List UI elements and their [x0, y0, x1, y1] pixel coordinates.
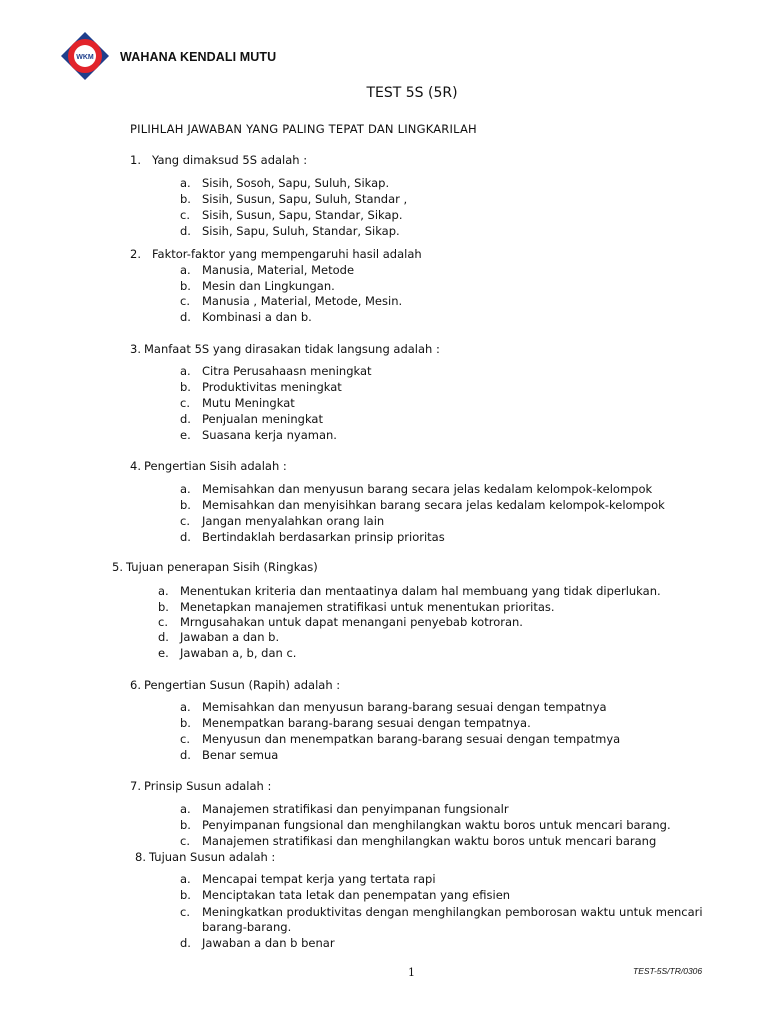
option-letter: d.: [180, 530, 191, 544]
option-5-2: [158, 600, 555, 614]
option-text: Mrngusahakan untuk dapat menangani penyebab kotroran.: [180, 615, 523, 629]
option-5-4: [158, 630, 279, 644]
option-4-4: [180, 530, 445, 544]
option-text: Sisih, Sapu, Suluh, Standar, Sikap.: [202, 224, 400, 238]
option-text: Jawaban a, b, dan c.: [180, 646, 297, 660]
question-number: 1.: [130, 153, 141, 167]
company-logo: [60, 31, 110, 81]
option-letter: b.: [180, 716, 191, 730]
option-letter: c.: [180, 905, 190, 919]
option-6-1: [180, 700, 607, 714]
question-number: 6.: [130, 678, 141, 692]
option-text: Mencapai tempat kerja yang tertata rapi: [202, 872, 436, 886]
option-7-2: [180, 818, 671, 832]
option-text: Memisahkan dan menyisihkan barang secara jelas kedalam kelompok-kelompok: [202, 498, 665, 512]
option-letter: d.: [180, 748, 191, 762]
option-letter: b.: [180, 192, 191, 206]
option-text: Penjualan meningkat: [202, 412, 323, 426]
option-text: Menempatkan barang-barang sesuai dengan tempatnya.: [202, 716, 531, 730]
option-text: Kombinasi a dan b.: [202, 310, 312, 324]
question-text: Pengertian Sisih adalah :: [144, 459, 287, 473]
option-text: Manajemen stratifikasi dan menghilangkan waktu boros untuk mencari barang: [202, 834, 657, 848]
option-letter: b.: [180, 498, 191, 512]
instruction-text: PILIHLAH JAWABAN YANG PALING TEPAT DAN LINGKARILAH: [130, 122, 477, 136]
option-6-2: [180, 716, 531, 730]
option-text: Mesin dan Lingkungan.: [202, 279, 335, 293]
option-letter: e.: [180, 428, 191, 442]
option-letter: a.: [180, 482, 191, 496]
option-text: Jangan menyalahkan orang lain: [202, 514, 385, 528]
question-text: Faktor-faktor yang mempengaruhi hasil adalah: [152, 247, 422, 261]
option-1-2: [180, 192, 407, 206]
option-letter: b.: [158, 600, 169, 614]
option-letter: a.: [180, 364, 191, 378]
option-letter: d.: [158, 630, 169, 644]
option-text: Menciptakan tata letak dan penempatan yang efisien: [202, 888, 511, 902]
option-5-1: [158, 584, 661, 598]
option-text: Manusia, Material, Metode: [202, 263, 355, 277]
option-text: Memisahkan dan menyusun barang-barang sesuai dengan tempatnya: [202, 700, 607, 714]
option-text: Mutu Meningkat: [202, 396, 295, 410]
question-text: Tujuan Susun adalah :: [149, 850, 276, 864]
question-number: 3.: [130, 342, 141, 356]
option-letter: c.: [180, 396, 190, 410]
question-number: 7.: [130, 779, 141, 793]
option-3-3: [180, 396, 295, 410]
option-2-3: [180, 294, 402, 308]
option-letter: b.: [180, 818, 191, 832]
option-letter: a.: [180, 872, 191, 886]
option-letter: c.: [180, 208, 190, 222]
option-letter: e.: [158, 646, 169, 660]
question-text: Yang dimaksud 5S adalah :: [152, 153, 308, 167]
option-letter: c.: [180, 732, 190, 746]
question-number: 2.: [130, 247, 141, 261]
question-1: [130, 153, 307, 167]
option-7-1: [180, 802, 509, 816]
option-4-2: [180, 498, 665, 512]
option-text: Jawaban a dan b benar: [202, 936, 335, 950]
option-text: Suasana kerja nyaman.: [202, 428, 337, 442]
question-text: Pengertian Susun (Rapih) adalah :: [144, 678, 341, 692]
option-letter: c.: [180, 294, 190, 308]
option-2-4: [180, 310, 312, 324]
option-letter: d.: [180, 412, 191, 426]
option-letter: a.: [158, 584, 169, 598]
option-letter: c.: [158, 615, 168, 629]
question-2: [130, 247, 422, 261]
option-letter: d.: [180, 936, 191, 950]
question-text: Manfaat 5S yang dirasakan tidak langsung adalah :: [144, 342, 440, 356]
option-letter: d.: [180, 310, 191, 324]
option-text: Menyusun dan menempatkan barang-barang sesuai dengan tempatmya: [202, 732, 621, 746]
option-8-2: [180, 888, 510, 902]
option-text: Manusia , Material, Metode, Mesin.: [202, 294, 403, 308]
option-1-1: [180, 176, 389, 190]
option-text: Menetapkan manajemen stratifikasi untuk menentukan prioritas.: [180, 600, 555, 614]
company-name: WAHANA KENDALI MUTU: [120, 50, 277, 64]
option-text: Sisih, Susun, Sapu, Standar, Sikap.: [202, 208, 403, 222]
question-7: [130, 779, 271, 793]
option-3-1: [180, 364, 372, 378]
option-3-5: [180, 428, 337, 442]
option-letter: a.: [180, 263, 191, 277]
option-text: Produktivitas meningkat: [202, 380, 342, 394]
option-6-4: [180, 748, 278, 762]
logo-text: WKM: [76, 54, 94, 61]
option-4-1: [180, 482, 652, 496]
option-3-2: [180, 380, 342, 394]
option-text: Sisih, Sosoh, Sapu, Suluh, Sikap.: [202, 176, 390, 190]
option-text: Manajemen stratifikasi dan penyimpanan fungsionalr: [202, 802, 509, 816]
option-letter: b.: [180, 888, 191, 902]
option-letter: b.: [180, 380, 191, 394]
option-text: Benar semua: [202, 748, 279, 762]
option-letter: c.: [180, 514, 190, 528]
option-text: Meningkatkan produktivitas dengan menghilangkan pemborosan waktu untuk mencari: [202, 905, 703, 919]
option-text: Bertindaklah berdasarkan prinsip prioritas: [202, 530, 445, 544]
question-8: [135, 850, 275, 864]
question-number: 4.: [130, 459, 141, 473]
option-text: Sisih, Susun, Sapu, Suluh, Standar ,: [202, 192, 408, 206]
option-letter: d.: [180, 224, 191, 238]
option-4-3: [180, 514, 384, 528]
option-8-5: [180, 936, 335, 950]
option-text: Memisahkan dan menyusun barang secara jelas kedalam kelompok-kelompok: [202, 482, 653, 496]
page-title: TEST 5S (5R): [366, 85, 458, 101]
option-letter: a.: [180, 176, 191, 190]
option-8-4: [180, 920, 291, 934]
option-8-3: [180, 905, 703, 919]
option-text: Jawaban a dan b.: [180, 630, 280, 644]
option-letter: a.: [180, 802, 191, 816]
question-5: [112, 560, 318, 574]
option-1-3: [180, 208, 402, 222]
option-5-3: [158, 615, 523, 629]
option-text: Penyimpanan fungsional dan menghilangkan waktu boros untuk mencari barang.: [202, 818, 671, 832]
question-text: Tujuan penerapan Sisih (Ringkas): [126, 560, 318, 574]
page-number: 1: [408, 966, 415, 979]
question-text: Prinsip Susun adalah :: [144, 779, 272, 793]
question-number: 5.: [112, 560, 123, 574]
option-3-4: [180, 412, 323, 426]
option-text: Citra Perusahaasn meningkat: [202, 364, 372, 378]
option-5-5: [158, 646, 296, 660]
document-code: TEST-5S/TR/0306: [633, 966, 703, 976]
option-letter: c.: [180, 834, 190, 848]
question-number: 8.: [135, 850, 146, 864]
option-2-1: [180, 263, 354, 277]
option-8-1: [180, 872, 436, 886]
question-4: [130, 459, 287, 473]
option-letter: b.: [180, 279, 191, 293]
option-text: barang-barang.: [202, 920, 292, 934]
option-2-2: [180, 279, 335, 293]
option-text: Menentukan kriteria dan mentaatinya dalam hal membuang yang tidak diperlukan.: [180, 584, 661, 598]
option-letter: a.: [180, 700, 191, 714]
question-6: [130, 678, 340, 692]
option-7-3: [180, 834, 656, 848]
question-3: [130, 342, 440, 356]
option-6-3: [180, 732, 620, 746]
option-1-4: [180, 224, 400, 238]
